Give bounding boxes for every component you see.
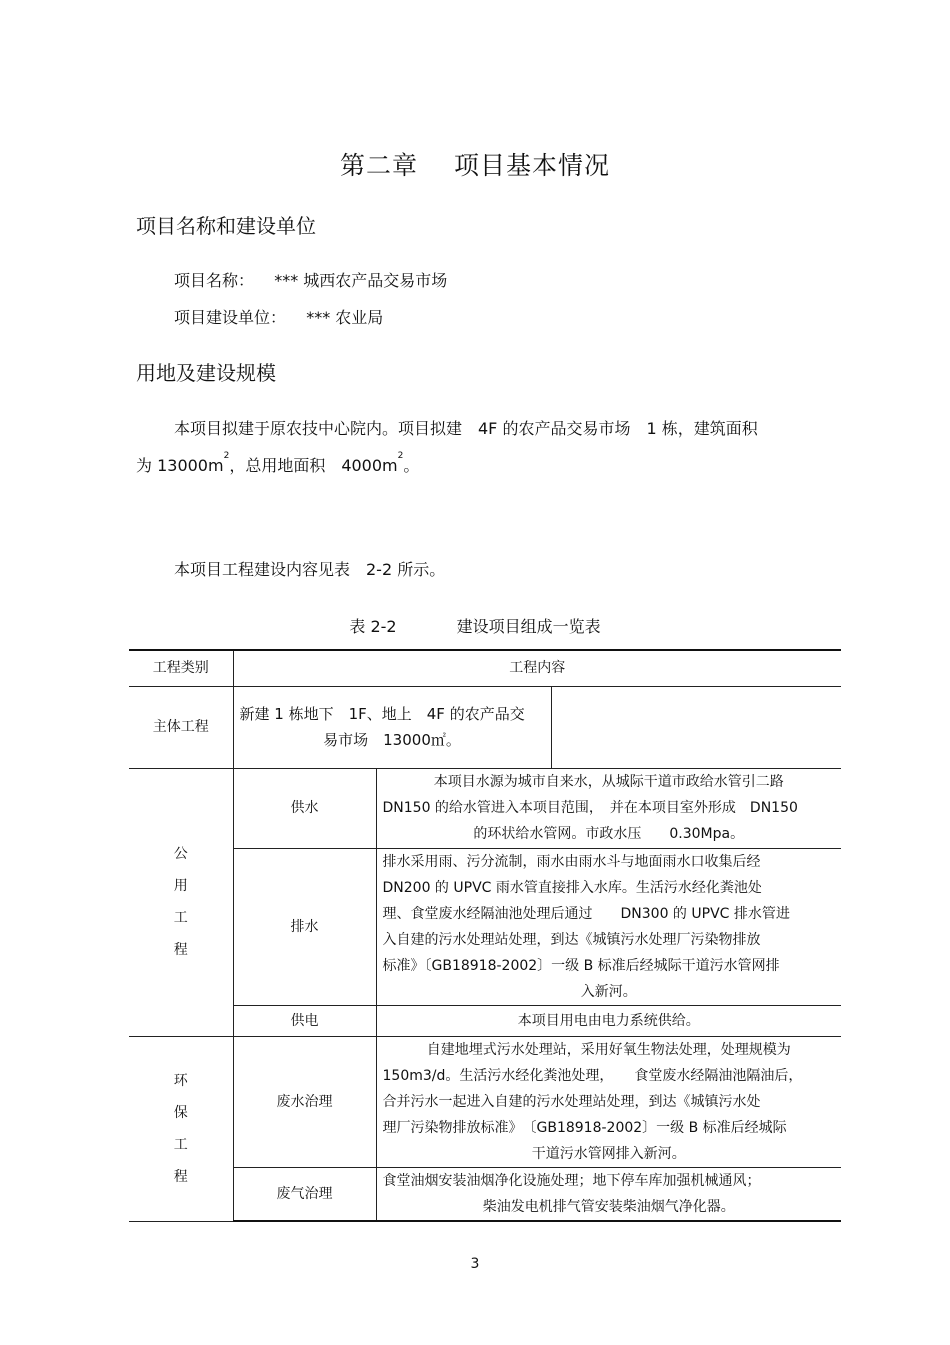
building-area-text: 为 13000m: [136, 456, 224, 475]
content-line: 食堂油烟安装油烟净化设施处理；地下停车库加强机械通风；: [382, 1172, 761, 1189]
main-content: [233, 686, 551, 768]
water-supply-name: 供水: [233, 768, 376, 848]
content-line: DN150 的给水管进入本项目范围， 并在本项目室外形成 DN150: [382, 800, 798, 816]
content-line: 入新河。: [580, 983, 637, 1000]
section-heading-project-name: 项目名称和建设单位: [136, 214, 316, 238]
table-reference-text: 本项目工程建设内容见表 2-2 所示。: [174, 560, 446, 579]
category-char: 用: [173, 878, 188, 894]
table-row-main: [129, 686, 841, 768]
table-caption-title: 建设项目组成一览表: [456, 617, 601, 636]
project-name-value: *** 城西农产品交易市场: [274, 271, 448, 290]
content-line: 的环状给水管网。市政水压 0.30Mpa。: [473, 826, 745, 842]
chapter-title: [0, 146, 950, 182]
project-name-line: [174, 268, 447, 291]
chapter-heading: 项目基本情况: [454, 151, 611, 180]
category-char: 保: [173, 1104, 188, 1121]
table-row-wastewater: [129, 1036, 841, 1167]
table-row-drainage: [129, 848, 841, 1005]
period: 。: [403, 456, 420, 475]
table-header-row: [129, 650, 841, 686]
public-category: [129, 768, 233, 1036]
table-caption-number: 表 2-2: [349, 617, 397, 636]
content-line: 排水采用雨、污分流制，雨水由雨水斗与地面雨水口收集后经: [382, 853, 761, 870]
section-heading-land-scale: 用地及建设规模: [136, 361, 276, 385]
superscript: 2: [223, 451, 230, 461]
main-empty-cell: [551, 686, 841, 768]
scale-paragraph-line1: 本项目拟建于原农技中心院内。项目拟建 4F 的农产品交易市场 1 栋，建筑面积: [174, 419, 758, 438]
land-area-text: ，总用地面积 4000m: [229, 456, 398, 475]
main-content-line: 新建 1 栋地下 1F、地上 4F 的农产品交: [239, 705, 525, 723]
power-name: 供电: [233, 1005, 376, 1036]
content-line: 理厂污染物排放标准》 〔GB18918-2002〕一级 B 标准后经城际: [382, 1119, 787, 1136]
category-char: 程: [173, 942, 188, 958]
drainage-name: 排水: [233, 848, 376, 1005]
scale-paragraph-line2: [136, 453, 419, 476]
project-unit-line: [174, 305, 383, 328]
project-name-label: 项目名称：: [174, 271, 255, 290]
header-content: 工程内容: [233, 650, 841, 686]
content-line: DN200 的 UPVC 雨水管直接排入水库。生活污水经化粪池处: [382, 879, 762, 896]
waste-gas-content: [376, 1167, 841, 1221]
content-line: 标准》〔GB18918-2002〕一级 B 标准后经城际干道污水管网排: [382, 957, 780, 974]
wastewater-content: [376, 1036, 841, 1167]
content-line: 本项目水源为城市自来水，从城际干道市政给水管引二路: [433, 774, 784, 790]
category-char: 公: [173, 846, 188, 862]
drainage-content: [376, 848, 841, 1005]
power-content: [376, 1005, 841, 1036]
category-char: 环: [173, 1072, 188, 1089]
table-row-power: [129, 1005, 841, 1036]
content-line: 本项目用电由电力系统供给。: [517, 1012, 700, 1029]
construction-components-table: [129, 649, 841, 1222]
waste-gas-name: 废气治理: [233, 1167, 376, 1221]
category-char: 工: [173, 1136, 188, 1153]
content-line: 合并污水一起进入自建的污水处理站处理，到达《城镇污水处: [382, 1093, 761, 1110]
project-unit-value: *** 农业局: [306, 308, 384, 327]
content-line: 150m3/d。生活污水经化粪池处理， 食堂废水经隔油池隔油后，: [382, 1067, 803, 1084]
water-supply-content: [376, 768, 841, 848]
project-unit-label: 项目建设单位：: [174, 308, 287, 327]
wastewater-name: 废水治理: [233, 1036, 376, 1167]
chapter-number: 第二章: [339, 151, 418, 180]
content-line: 自建地埋式污水处理站，采用好氧生物法处理，处理规模为: [426, 1041, 791, 1058]
category-char: 程: [173, 1168, 188, 1185]
main-content-line: 易市场 13000㎡。: [323, 731, 461, 749]
main-category: 主体工程: [129, 686, 233, 768]
content-line: 柴油发电机排气管安装柴油烟气净化器。: [482, 1198, 735, 1215]
header-category: 工程类别: [129, 650, 233, 686]
content-line: 理、食堂废水经隔油池处理后通过 DN300 的 UPVC 排水管进: [382, 905, 790, 922]
env-category: [129, 1036, 233, 1221]
superscript: 2: [397, 451, 404, 461]
category-char: 工: [173, 910, 188, 926]
page-number: 3: [470, 1256, 480, 1272]
table-row-waste-gas: [129, 1167, 841, 1221]
table-row-water-supply: [129, 768, 841, 848]
table-caption: [0, 614, 950, 637]
content-line: 干道污水管网排入新河。: [531, 1145, 686, 1162]
content-line: 入自建的污水处理站处理，到达《城镇污水处理厂污染物排放: [382, 931, 761, 948]
